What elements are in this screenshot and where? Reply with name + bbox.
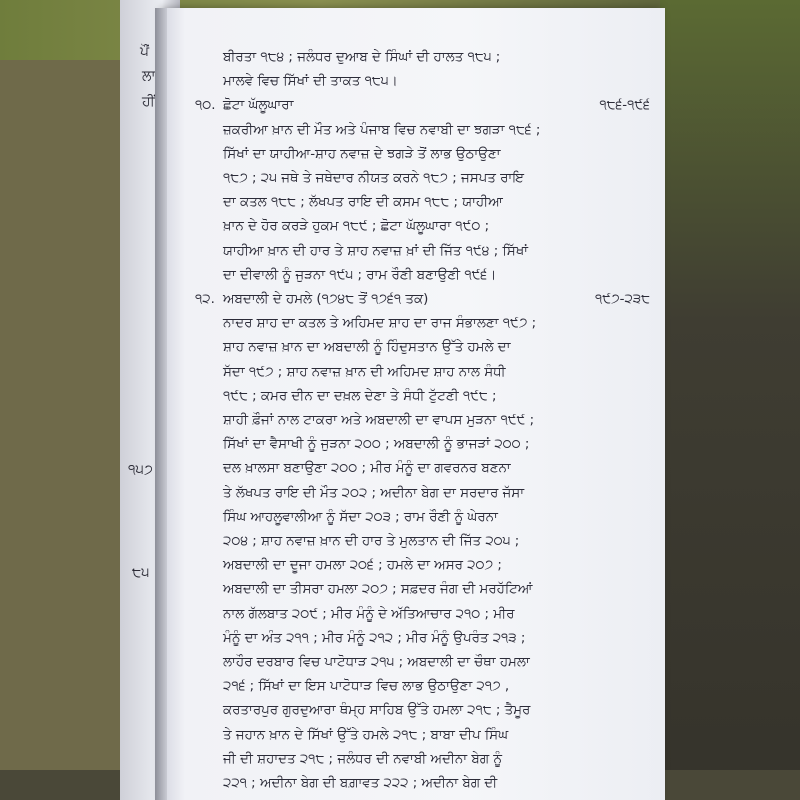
section-12-line: ੧੯੮ ; ਕਮਰ ਦੀਨ ਦਾ ਦਖ਼ਲ ਦੇਣਾ ਤੇ ਸੰਧੀ ਟੁੱਟਣੀ ੧੯੮ ; <box>223 388 497 404</box>
section-12-line: ਅਬਦਾਲੀ ਦਾ ਦੂਜਾ ਹਮਲਾ ੨੦੬ ; ਹਮਲੇ ਦਾ ਅਸਰ ੨੦੭ ; <box>223 558 502 574</box>
section-number: ੧੦. <box>195 98 216 114</box>
section-page-range: ੧੮੬-੧੯੬ <box>599 98 650 114</box>
section-12-heading <box>195 288 650 312</box>
left-page-fragment: ੮੫ <box>132 565 150 581</box>
left-page-fragment: ਲਾ <box>142 68 156 84</box>
section-12-line: ੨੨੧ ; ਅਦੀਨਾ ਬੇਗ ਦੀ ਬਗ਼ਾਵਤ ੨੨੨ ; ਅਦੀਨਾ ਬੇਗ ਦੀ <box>223 776 498 792</box>
background-right <box>660 0 800 800</box>
book-page <box>165 8 665 800</box>
left-page-fragment: ਪੌਂ <box>140 44 150 60</box>
section-12-line: ਨਾਲ ਗੱਲਬਾਤ ੨੦੯ ; ਮੀਰ ਮੰਨੂੰ ਦੇ ਅੱਤਿਆਚਾਰ ੨੧੦ ; ਮੀਰ <box>223 606 515 622</box>
section-12-line: ਸਿੱਖਾਂ ਦਾ ਵੈਸਾਖੀ ਨੂੰ ਜੁੜਨਾ ੨੦੦ ; ਅਬਦਾਲੀ ਨੂੰ ਭਾਜੜਾਂ ੨੦੦ ; <box>223 437 530 453</box>
section-12-line: ੨੧੬ ; ਸਿੱਖਾਂ ਦਾ ਇਸ ਪਾਟੋਧਾੜ ਵਿਚ ਲਾਭ ਉਠਾਉਣਾ ੨੧੭ , <box>223 679 510 695</box>
section-10-line: ੧੮੭ ; ੨੫ ਜਥੇ ਤੇ ਜਥੇਦਾਰ ਨੀਯਤ ਕਰਨੇ ੧੮੭ ; ਜਸਪਤ ਰਾਇ <box>223 171 524 187</box>
section-12-line: ਕਰਤਾਰਪੁਰ ਗੁਰਦੁਆਰਾ ਥੰਮ੍ਹ ਸਾਹਿਬ ਉੱਤੇ ਹਮਲਾ ੨੧੮ ; ਤੈਮੂਰ <box>223 703 531 719</box>
section-page-range: ੧੯੭-੨੩੮ <box>594 292 650 308</box>
section-number: ੧੨. <box>195 292 215 308</box>
section-12-line: ਤੇ ਲੱਖਪਤ ਰਾਇ ਦੀ ਮੌਤ ੨੦੨ ; ਅਦੀਨਾ ਬੇਗ ਦਾ ਸਰਦਾਰ ਜੱਸਾ <box>223 485 525 501</box>
section-12-line: ਮੰਨੂੰ ਦਾ ਅੰਤ ੨੧੧ ; ਮੀਰ ਮੰਨੂੰ ੨੧੨ ; ਮੀਰ ਮੰਨੂੰ ਉਪਰੰਤ ੨੧੩ ; <box>223 630 526 646</box>
section-10-line: ਖ਼ਾਨ ਦੇ ਹੋਰ ਕਰੜੇ ਹੁਕਮ ੧੮੯ ; ਛੋਟਾ ਘੱਲੂਘਾਰਾ ੧੯੦ ; <box>223 219 490 235</box>
section-12-line: ਨਾਦਰ ਸ਼ਾਹ ਦਾ ਕਤਲ ਤੇ ਅਹਿਮਦ ਸ਼ਾਹ ਦਾ ਰਾਜ ਸੰਭਾਲਣਾ ੧੯੭ ; <box>223 316 537 332</box>
intro-line: ਬੀਰਤਾ ੧੮੪ ; ਜਲੰਧਰ ਦੁਆਬ ਦੇ ਸਿੰਘਾਂ ਦੀ ਹਾਲਤ ੧੮੫ ; <box>223 50 501 65</box>
section-12-line: ਅਬਦਾਲੀ ਦਾ ਤੀਸਰਾ ਹਮਲਾ ੨੦੭ ; ਸਫ਼ਦਰ ਜੰਗ ਦੀ ਮਰਹੱਟਿਆਂ <box>223 582 533 598</box>
section-10-line: ਦਾ ਕਤਲ ੧੮੮ ; ਲੱਖਪਤ ਰਾਇ ਦੀ ਕਸਮ ੧੮੮ ; ਯਾਹੀਆ <box>223 195 503 211</box>
section-10-line: ਯਾਹੀਆ ਖ਼ਾਨ ਦੀ ਹਾਰ ਤੇ ਸ਼ਾਹ ਨਵਾਜ਼ ਖ਼ਾਂ ਦੀ ਜਿੱਤ ੧੯੪ ; ਸਿੱਖਾਂ <box>223 243 528 259</box>
section-12-line: ੨੦੪ ; ਸ਼ਾਹ ਨਵਾਜ਼ ਖ਼ਾਨ ਦੀ ਹਾਰ ਤੇ ਮੁਲਤਾਨ ਦੀ ਜਿੱਤ ੨੦੫ ; <box>223 534 520 550</box>
left-page-fragment: ੧੫੭ <box>128 462 153 478</box>
left-page-fragment: ਹੀਂ <box>142 94 155 110</box>
section-12-line: ਸ਼ਾਹੀ ਫ਼ੌਜਾਂ ਨਾਲ ਟਾਕਰਾ ਅਤੇ ਅਬਦਾਲੀ ਦਾ ਵਾਪਸ ਮੁੜਨਾ ੧੯੯ ; <box>223 413 535 429</box>
section-12-line: ਦਲ ਖ਼ਾਲਸਾ ਬਣਾਉਣਾ ੨੦੦ ; ਮੀਰ ਮੰਨੂੰ ਦਾ ਗਵਰਨਰ ਬਣਨਾ <box>223 461 511 477</box>
section-12-line: ਲਾਹੌਰ ਦਰਬਾਰ ਵਿਚ ਪਾਟੋਧਾੜ ੨੧੫ ; ਅਬਦਾਲੀ ਦਾ ਚੌਥਾ ਹਮਲਾ <box>223 655 530 671</box>
section-10-line: ਸਿੱਖਾਂ ਦਾ ਯਾਹੀਆ-ਸ਼ਾਹ ਨਵਾਜ਼ ਦੇ ਝਗੜੇ ਤੋਂ ਲਾਭ ਉਠਾਉਣਾ <box>223 146 501 162</box>
section-12-line: ਸੱਦਾ ੧੯੭ ; ਸ਼ਾਹ ਨਵਾਜ਼ ਖ਼ਾਨ ਦੀ ਅਹਿਮਦ ਸ਼ਾਹ ਨਾਲ ਸੰਧੀ <box>223 364 506 380</box>
section-10-line: ਜ਼ਕਰੀਆ ਖ਼ਾਨ ਦੀ ਮੌਤ ਅਤੇ ਪੰਜਾਬ ਵਿਚ ਨਵਾਬੀ ਦਾ ਝਗੜਾ ੧੮੬ ; <box>223 122 541 138</box>
section-title: ਅਬਦਾਲੀ ਦੇ ਹਮਲੇ (੧੭੪੮ ਤੋਂ ੧੭੬੧ ਤਕ) <box>223 292 429 308</box>
section-12-line: ਸ਼ਾਹ ਨਵਾਜ਼ ਖ਼ਾਨ ਦਾ ਅਬਦਾਲੀ ਨੂੰ ਹਿੰਦੁਸਤਾਨ ਉੱਤੇ ਹਮਲੇ ਦਾ <box>223 340 511 356</box>
intro-line: ਮਾਲਵੇ ਵਿਚ ਸਿੱਖਾਂ ਦੀ ਤਾਕਤ ੧੮੫। <box>223 74 398 90</box>
section-12-line: ਤੇ ਜਹਾਨ ਖ਼ਾਨ ਦੇ ਸਿੱਖਾਂ ਉੱਤੇ ਹਮਲੇ ੨੧੮ ; ਬਾਬਾ ਦੀਪ ਸਿੰਘ <box>223 727 509 743</box>
section-10-heading <box>195 94 650 118</box>
page-content <box>195 46 650 796</box>
section-title: ਛੋਟਾ ਘੱਲੂਘਾਰਾ <box>223 98 294 114</box>
page-spine-shadow <box>155 8 167 800</box>
section-10-line: ਦਾ ਦੀਵਾਲੀ ਨੂੰ ਜੁੜਨਾ ੧੯੫ ; ਰਾਮ ਰੌਣੀ ਬਣਾਉਣੀ ੧੯੬। <box>223 267 497 283</box>
section-12-line: ਜੀ ਦੀ ਸ਼ਹਾਦਤ ੨੧੮ ; ਜਲੰਧਰ ਦੀ ਨਵਾਬੀ ਅਦੀਨਾ ਬੇਗ ਨੂੰ <box>223 751 502 767</box>
section-12-line: ਸਿੰਘ ਆਹਲੂਵਾਲੀਆ ਨੂੰ ਸੱਦਾ ੨੦੩ ; ਰਾਮ ਰੌਣੀ ਨੂੰ ਘੇਰਨਾ <box>223 509 498 525</box>
